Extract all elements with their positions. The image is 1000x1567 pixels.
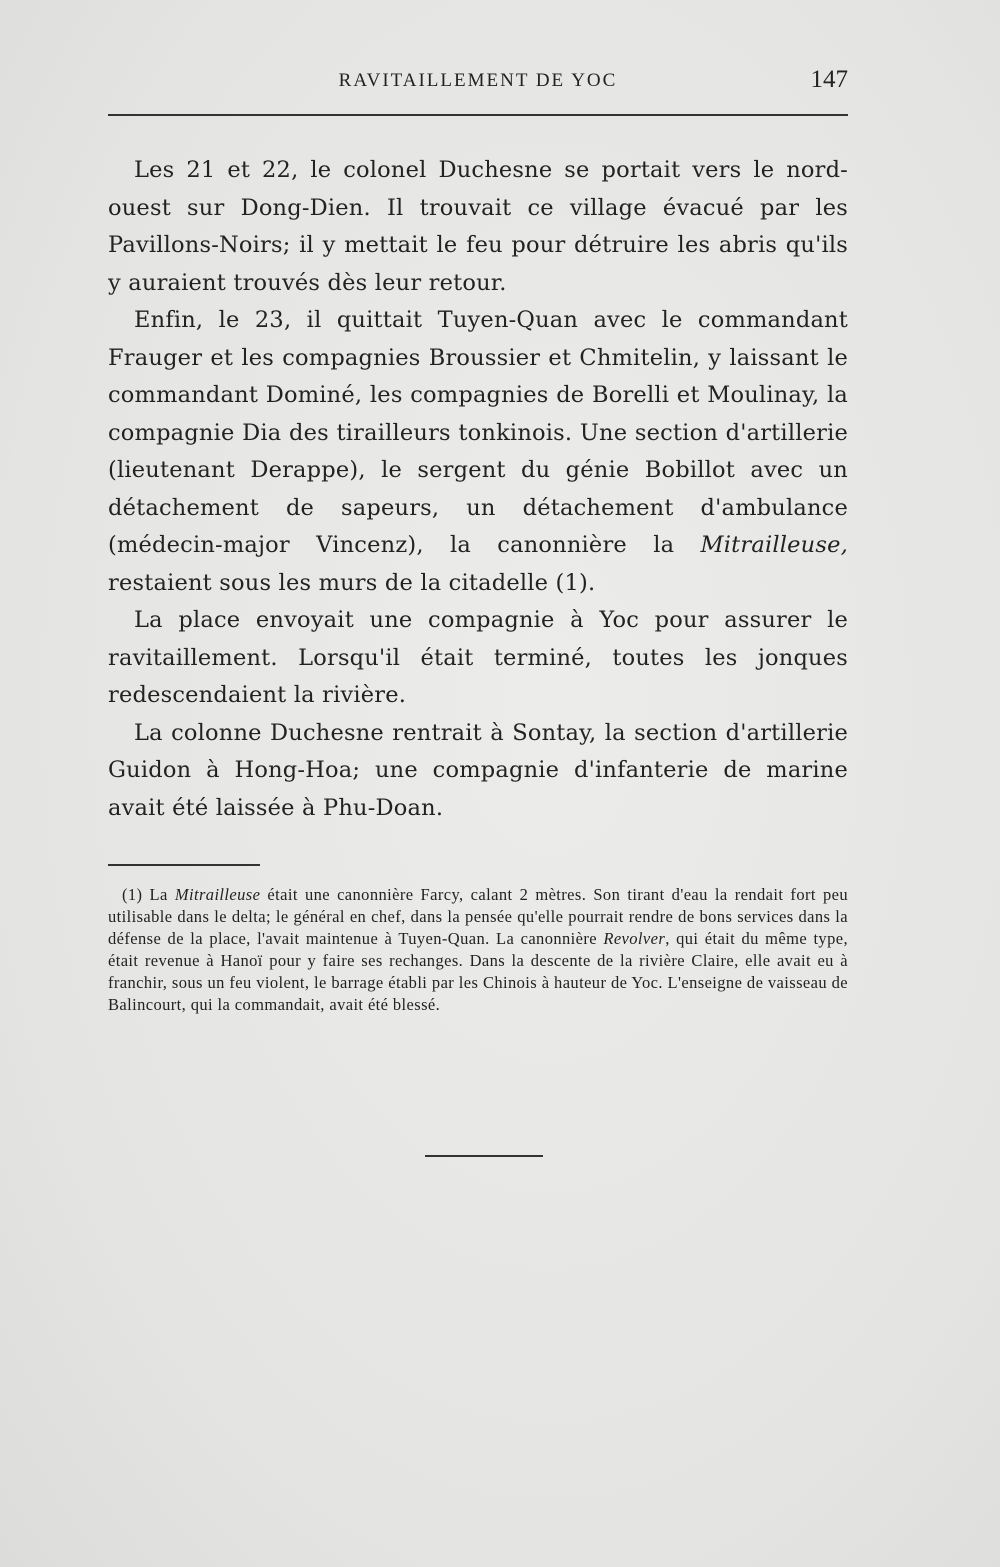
paragraph-3: La place envoyait une compagnie à Yoc pour assurer le ravitaillement. Lorsqu'il était terminé, toutes les jonques redescendaient la rivière.: [108, 607, 848, 708]
footnote-rule: [108, 864, 260, 866]
footnote-italic-1: Mitrailleuse: [174, 885, 261, 904]
ship-name-italic: Mitrailleuse,: [700, 532, 848, 558]
footnote-text-b: était une canonnière Farcy, calant 2 mètres. Son tirant d'eau la rendait fort peu utilisable dans le delta; le général en chef, dans la pensée qu'elle pourrait rendre de bons services dans la défense de la place, l'avait maintenue à Tuyen-Quan. La canonnière: [108, 885, 848, 948]
running-head: [108, 66, 848, 96]
footnote: [108, 884, 848, 1016]
page-number: 147: [810, 66, 848, 93]
paragraph-1: Les 21 et 22, le colonel Duchesne se portait vers le nord-ouest sur Dong-Dien. Il trouvait ce village évacué par les Pavillons-Noirs; il y mettait le feu pour détruire les abris qu'ils y auraient trouvés dès leur retour.: [108, 157, 848, 296]
running-title: RAVITAILLEMENT DE YOC: [338, 70, 618, 91]
footnote-paragraph: [108, 884, 848, 1016]
footnote-text-a: (1) La: [122, 885, 175, 904]
end-rule: [425, 1155, 543, 1157]
body-text: [108, 152, 848, 827]
header-rule: [108, 114, 848, 116]
paragraph-4: La colonne Duchesne rentrait à Sontay, la section d'artillerie Guidon à Hong-Hoa; une compagnie d'infanterie de marine avait été laissée à Phu-Doan.: [108, 719, 848, 821]
footnote-italic-2: Revolver: [603, 929, 666, 948]
paragraph-2: [108, 302, 848, 602]
paragraph-2-text-a: Enfin, le 23, il quittait Tuyen-Quan avec le commandant Frauger et les compagnies Broussier et Chmitelin, y laissant le commandant Dominé, les compagnies de Borelli et Moulinay, la compagnie Dia des tirailleurs tonkinois. Une section d'artillerie (lieutenant Derappe), le sergent du génie Bobillot avec un détachement de sapeurs, un détachement d'ambulance (médecin-major Vincenz), la canonnière la: [108, 307, 848, 558]
paragraph-2-text-b: restaient sous les murs de la citadelle (1).: [108, 569, 596, 596]
footnote-text-c: , qui était du même type, était revenue à Hanoï pour y faire ses rechanges. Dans la descente de la rivière Claire, elle avait eu à franchir, sous un feu violent, le barrage établi par les Chinois à hauteur de Yoc. L'enseigne de vaisseau de Balincourt, qui la commandait, avait été blessé.: [108, 929, 848, 1014]
